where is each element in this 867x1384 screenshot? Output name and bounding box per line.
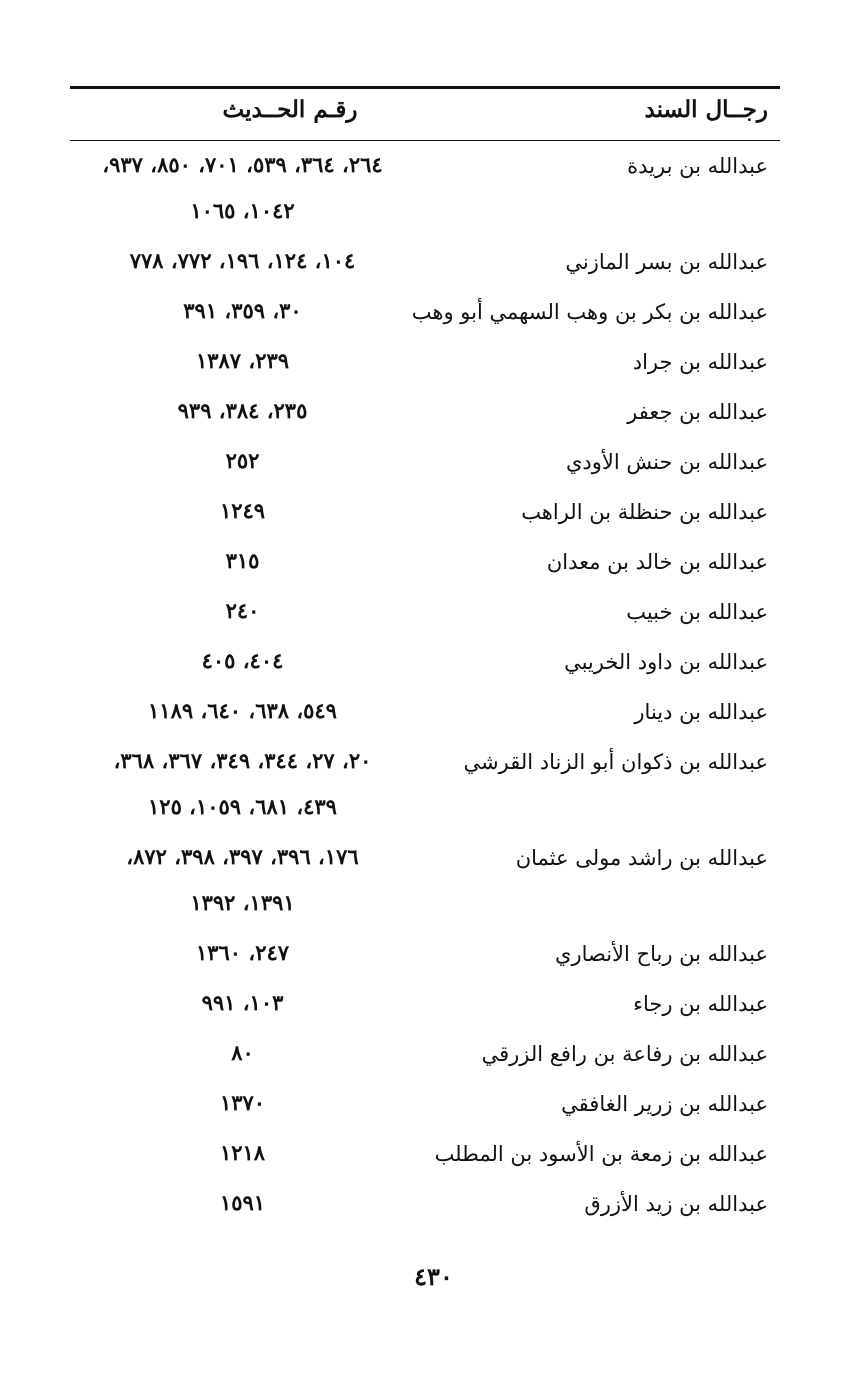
narrator-name: عبدالله بن جراد bbox=[632, 350, 768, 374]
table-row bbox=[70, 640, 780, 690]
index-table bbox=[70, 144, 780, 1232]
narrator-name: عبدالله بن رباح الأنصاري bbox=[555, 942, 768, 966]
hadith-numbers-line: ٤٣٩، ٦٨١، ١٠٥٩، ١٢٥ bbox=[148, 794, 337, 819]
narrator-name: عبدالله بن دينار bbox=[634, 700, 768, 724]
hadith-numbers bbox=[70, 834, 415, 926]
hadith-numbers bbox=[70, 142, 415, 234]
hadith-numbers bbox=[70, 438, 415, 484]
hadith-numbers-line: ٢٣٥، ٣٨٤، ٩٣٩ bbox=[177, 398, 308, 423]
hadith-numbers bbox=[70, 638, 415, 684]
hadith-numbers-line: ١٠٣، ٩٩١ bbox=[201, 990, 284, 1015]
hadith-numbers-line: ١٥٩١ bbox=[219, 1190, 266, 1215]
narrator-name: عبدالله بن زرير الغافقي bbox=[561, 1092, 768, 1116]
narrator-name: عبدالله بن رفاعة بن رافع الزرقي bbox=[481, 1042, 768, 1066]
table-row bbox=[70, 982, 780, 1032]
hadith-numbers bbox=[70, 538, 415, 584]
hadith-numbers-line: ٢٣٩، ١٣٨٧ bbox=[195, 348, 290, 373]
hadith-numbers bbox=[70, 338, 415, 384]
table-row bbox=[70, 1082, 780, 1132]
hadith-numbers-line: ٥٤٩، ٦٣٨، ٦٤٠، ١١٨٩ bbox=[148, 698, 337, 723]
hadith-numbers bbox=[70, 588, 415, 634]
hadith-numbers-line: ١٣٩١، ١٣٩٢ bbox=[190, 890, 295, 915]
top-rule bbox=[70, 86, 780, 89]
table-row bbox=[70, 1032, 780, 1082]
narrator-name: عبدالله بن داود الخريبي bbox=[564, 650, 768, 674]
page-number: ٤٣٠ bbox=[414, 1262, 453, 1291]
table-row bbox=[70, 690, 780, 740]
hadith-numbers bbox=[70, 1030, 415, 1076]
hadith-numbers-line: ٣٠، ٣٥٩، ٣٩١ bbox=[183, 298, 302, 323]
table-row bbox=[70, 932, 780, 982]
hadith-numbers-line: ٤٠٤، ٤٠٥ bbox=[201, 648, 284, 673]
narrator-name: عبدالله بن حنش الأودي bbox=[565, 450, 768, 474]
table-row bbox=[70, 1132, 780, 1182]
table-row bbox=[70, 144, 780, 240]
narrator-name: عبدالله بن خالد بن معدان bbox=[546, 550, 768, 574]
hadith-numbers bbox=[70, 688, 415, 734]
hadith-numbers-line: ٢٤٠ bbox=[225, 598, 260, 623]
narrator-name: عبدالله بن راشد مولى عثمان bbox=[515, 846, 768, 870]
table-row bbox=[70, 490, 780, 540]
hadith-numbers-line: ١٢٤٩ bbox=[219, 498, 266, 523]
hadith-numbers-line: ١٧٦، ٣٩٦، ٣٩٧، ٣٩٨، ٨٧٢، bbox=[126, 844, 359, 869]
table-row bbox=[70, 240, 780, 290]
hadith-numbers-line: ٣١٥ bbox=[225, 548, 260, 573]
hadith-numbers bbox=[70, 1130, 415, 1176]
hadith-numbers bbox=[70, 238, 415, 284]
table-header bbox=[70, 96, 780, 136]
narrator-name: عبدالله بن خبيب bbox=[626, 600, 768, 624]
hadith-numbers-line: ١٣٧٠ bbox=[219, 1090, 266, 1115]
narrator-name: عبدالله بن ذكوان أبو الزناد القرشي bbox=[463, 750, 768, 774]
hadith-numbers bbox=[70, 1080, 415, 1126]
hadith-numbers-line: ٢٦٤، ٣٦٤، ٥٣٩، ٧٠١، ٨٥٠، ٩٣٧، bbox=[102, 152, 383, 177]
hadith-numbers bbox=[70, 288, 415, 334]
narrator-name: عبدالله بن رجاء bbox=[633, 992, 768, 1016]
hadith-numbers bbox=[70, 738, 415, 830]
hadith-number-column-header: رقـم الحــديث bbox=[222, 96, 358, 123]
table-row bbox=[70, 290, 780, 340]
table-row bbox=[70, 540, 780, 590]
hadith-numbers bbox=[70, 930, 415, 976]
table-row bbox=[70, 340, 780, 390]
table-row bbox=[70, 440, 780, 490]
narrator-name: عبدالله بن بريدة bbox=[627, 154, 768, 178]
hadith-numbers-line: ١٠٤، ١٢٤، ١٩٦، ٧٧٢، ٧٧٨ bbox=[129, 248, 356, 273]
narrator-name: عبدالله بن زيد الأزرق bbox=[584, 1192, 768, 1216]
narrator-name: عبدالله بن جعفر bbox=[627, 400, 768, 424]
header-rule bbox=[70, 140, 780, 141]
hadith-numbers bbox=[70, 388, 415, 434]
table-row bbox=[70, 590, 780, 640]
hadith-numbers-line: ١٠٤٢، ١٠٦٥ bbox=[190, 198, 295, 223]
narrators-column-header: رجــال السند bbox=[644, 96, 768, 123]
hadith-numbers-line: ٢٥٢ bbox=[225, 448, 260, 473]
hadith-numbers bbox=[70, 980, 415, 1026]
hadith-numbers-line: ٨٠ bbox=[231, 1040, 254, 1065]
table-row bbox=[70, 740, 780, 836]
table-row bbox=[70, 1182, 780, 1232]
narrator-name: عبدالله بن حنظلة بن الراهب bbox=[521, 500, 768, 524]
hadith-numbers-line: ١٢١٨ bbox=[219, 1140, 266, 1165]
hadith-numbers bbox=[70, 1180, 415, 1226]
table-row bbox=[70, 836, 780, 932]
narrator-name: عبدالله بن بسر المازني bbox=[565, 250, 768, 274]
table-row bbox=[70, 390, 780, 440]
narrator-name: عبدالله بن بكر بن وهب السهمي أبو وهب bbox=[411, 300, 768, 324]
hadith-numbers bbox=[70, 488, 415, 534]
hadith-numbers-line: ٢٠، ٢٧، ٣٤٤، ٣٤٩، ٣٦٧، ٣٦٨، bbox=[113, 748, 372, 773]
hadith-numbers-line: ٢٤٧، ١٣٦٠ bbox=[195, 940, 290, 965]
narrator-name: عبدالله بن زمعة بن الأسود بن المطلب bbox=[434, 1142, 768, 1166]
